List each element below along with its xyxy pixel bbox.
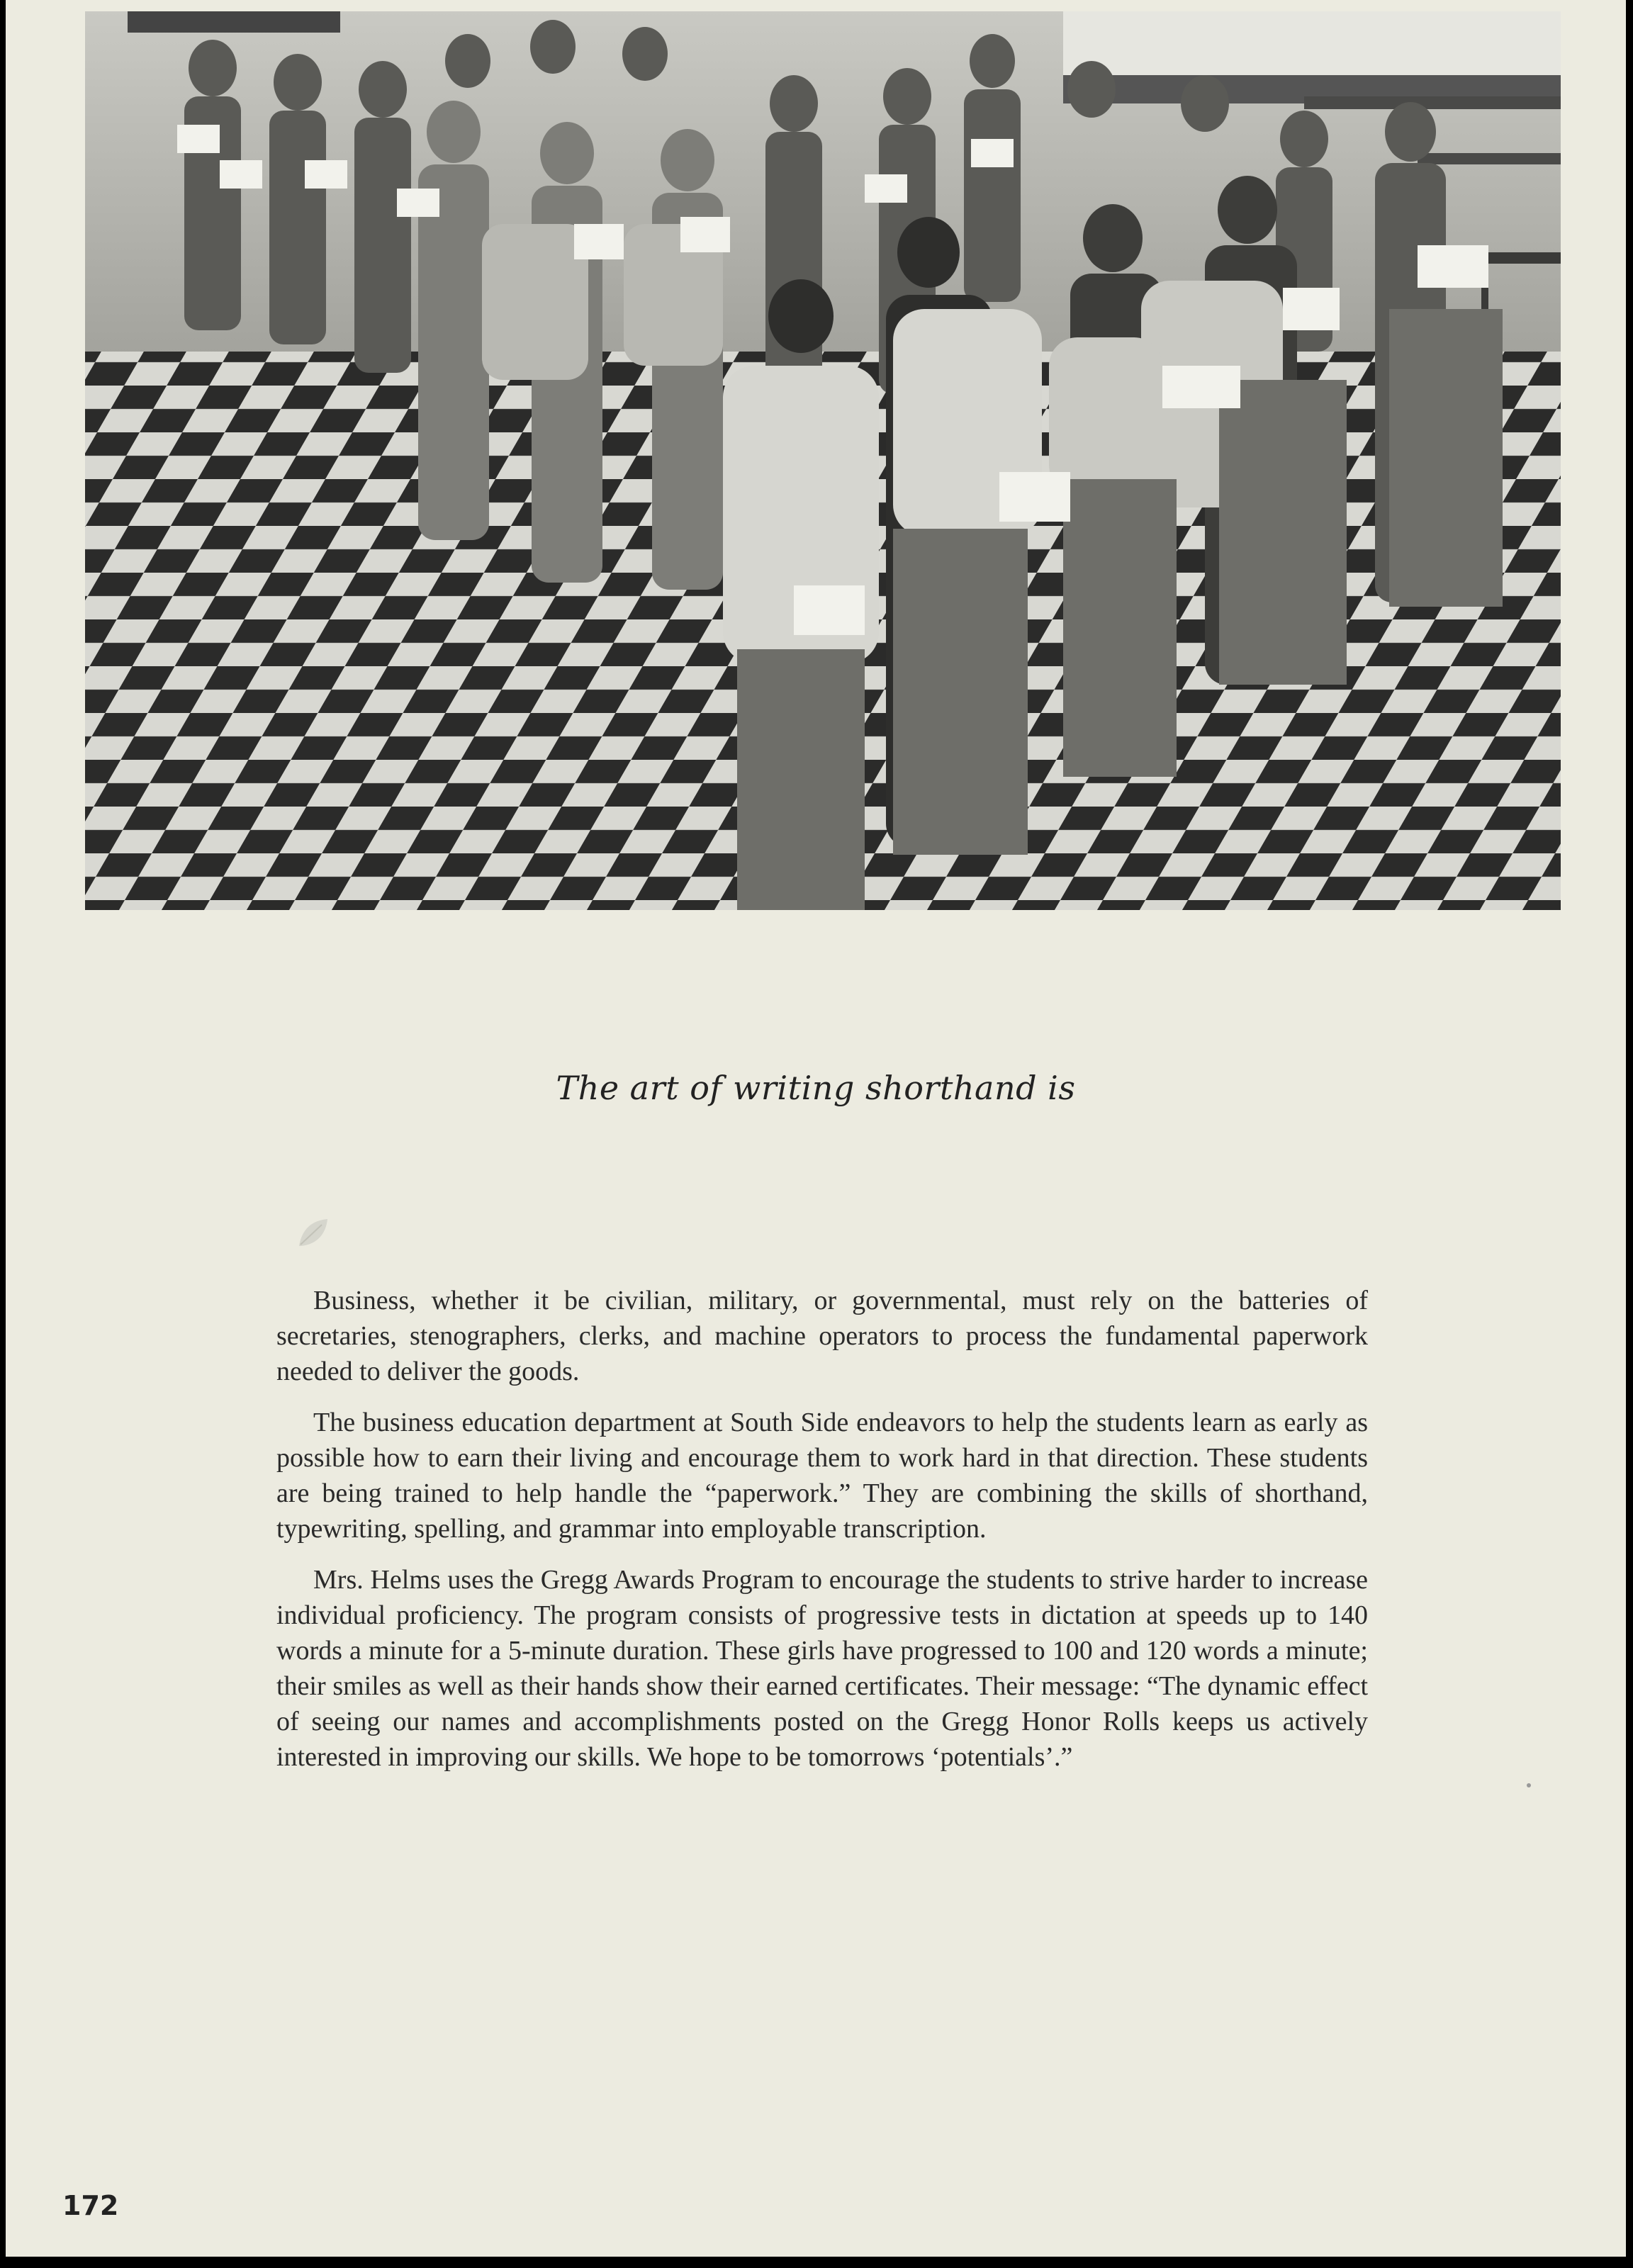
yearbook-page	[6, 0, 1626, 2257]
class-photo-illustration	[85, 11, 1561, 910]
paragraph: Business, whether it be civilian, military, or governmental, must rely on the batteries of secretaries, stenographers, clerks, and machine operators to process the fundamental paperwork needed to deliver the goods.	[276, 1286, 1368, 1386]
paragraph: The business education department at South Side endeavors to help the students learn as early as possible how to earn their living and encourage them to work hard in that direction. These students are being trained to help handle the “paperwork.” They are combining the skills of shorthand, typewriting, spelling, and grammar into employable transcription.	[276, 1408, 1368, 1544]
leaf-ornament-icon	[295, 1215, 330, 1250]
photo-caption: The art of writing shorthand is	[556, 1069, 1076, 1107]
page-number: 172	[62, 2190, 119, 2221]
ink-speck	[1527, 1783, 1531, 1787]
paragraph: Mrs. Helms uses the Gregg Awards Program to encourage the students to strive harder to increase individual proficiency. The program consists of progressive tests in dictation at speeds up to 140 words a minute for a 5-minute duration. These girls have progressed to 100 and 120 words a minute; their smiles as well as their hands show their earned certificates. Their message: “The dynamic effect of seeing our names and accomplishments posted on the Gregg Honor Rolls keeps us actively interested in improving our skills. We hope to be tomorrows ‘potentials’.”	[276, 1565, 1368, 1772]
article-body	[276, 1283, 1368, 1790]
class-photo	[85, 11, 1561, 910]
